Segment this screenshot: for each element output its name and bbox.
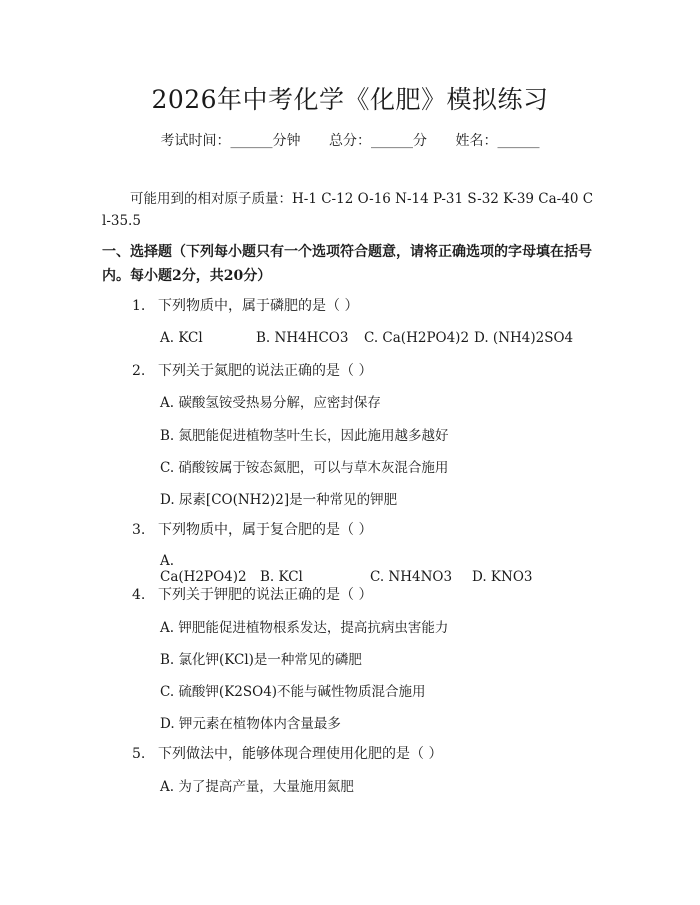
option-b: B. NH4HCO3 — [256, 330, 349, 346]
section-heading: 一、选择题（下列每小题只有一个选项符合题意，请将正确选项的字母填在括号内。每小题2分，共20分） — [102, 244, 592, 284]
question-stem: 下列做法中，能够体现合理使用化肥的是（ ） — [158, 746, 443, 762]
option-c: C. Ca(H2PO4)2 — [364, 330, 470, 346]
option-c: C. 硫酸钾(K2SO4)不能与碱性物质混合施用 — [160, 684, 426, 700]
question-number: 3. — [132, 522, 146, 538]
question-3 — [132, 519, 372, 539]
page-title: 2026年中考化学《化肥》模拟练习 — [151, 85, 549, 114]
option-b: B. KCl — [260, 569, 303, 585]
option-a: A. 钾肥能促进植物根系发达，提高抗病虫害能力 — [160, 620, 449, 636]
option-a: A. KCl — [160, 330, 203, 346]
option-d: D. 尿素[CO(NH2)2]是一种常见的钾肥 — [160, 492, 398, 508]
question-number: 2. — [132, 363, 146, 379]
question-1-options — [160, 330, 573, 346]
option-d: D. (NH4)2SO4 — [474, 330, 574, 346]
question-stem: 下列物质中，属于复合肥的是（ ） — [158, 522, 373, 538]
question-5 — [132, 743, 442, 763]
student-name-field: 姓名：______ — [455, 133, 540, 149]
question-stem: 下列关于钾肥的说法正确的是（ ） — [158, 587, 373, 603]
option-d: D. 钾元素在植物体内含量最多 — [160, 716, 341, 732]
option-a: A. Ca(H2PO4)2 — [160, 553, 247, 585]
question-number: 4. — [132, 587, 146, 603]
question-number: 5. — [132, 746, 146, 762]
total-score-field: 总分：______分 — [329, 133, 427, 149]
option-b: B. 氯化钾(KCl)是一种常见的磷肥 — [160, 652, 362, 668]
atomic-masses-note: 可能用到的相对原子质量：H-1 C-12 O-16 N-14 P-31 S-32 K-39 Ca-40 Cl-35.5 — [102, 191, 594, 229]
option-d: D. KNO3 — [472, 569, 533, 585]
option-a: A. 碳酸氢铵受热易分解，应密封保存 — [160, 395, 381, 411]
question-number: 1. — [132, 298, 146, 314]
exam-time-field: 考试时间：______分钟 — [160, 133, 301, 149]
question-stem: 下列物质中，属于磷肥的是（ ） — [158, 298, 359, 314]
question-stem: 下列关于氮肥的说法正确的是（ ） — [158, 363, 373, 379]
question-2 — [132, 360, 372, 380]
question-1 — [132, 295, 358, 315]
question-3-options — [160, 553, 532, 585]
option-c: C. NH4NO3 — [370, 569, 453, 585]
question-4 — [132, 584, 372, 604]
option-b: B. 氮肥能促进植物茎叶生长，因此施用越多越好 — [160, 428, 449, 444]
option-c: C. 硝酸铵属于铵态氮肥，可以与草木灰混合施用 — [160, 460, 449, 476]
option-a: A. 为了提高产量，大量施用氮肥 — [160, 779, 354, 795]
exam-info-line — [0, 130, 700, 150]
